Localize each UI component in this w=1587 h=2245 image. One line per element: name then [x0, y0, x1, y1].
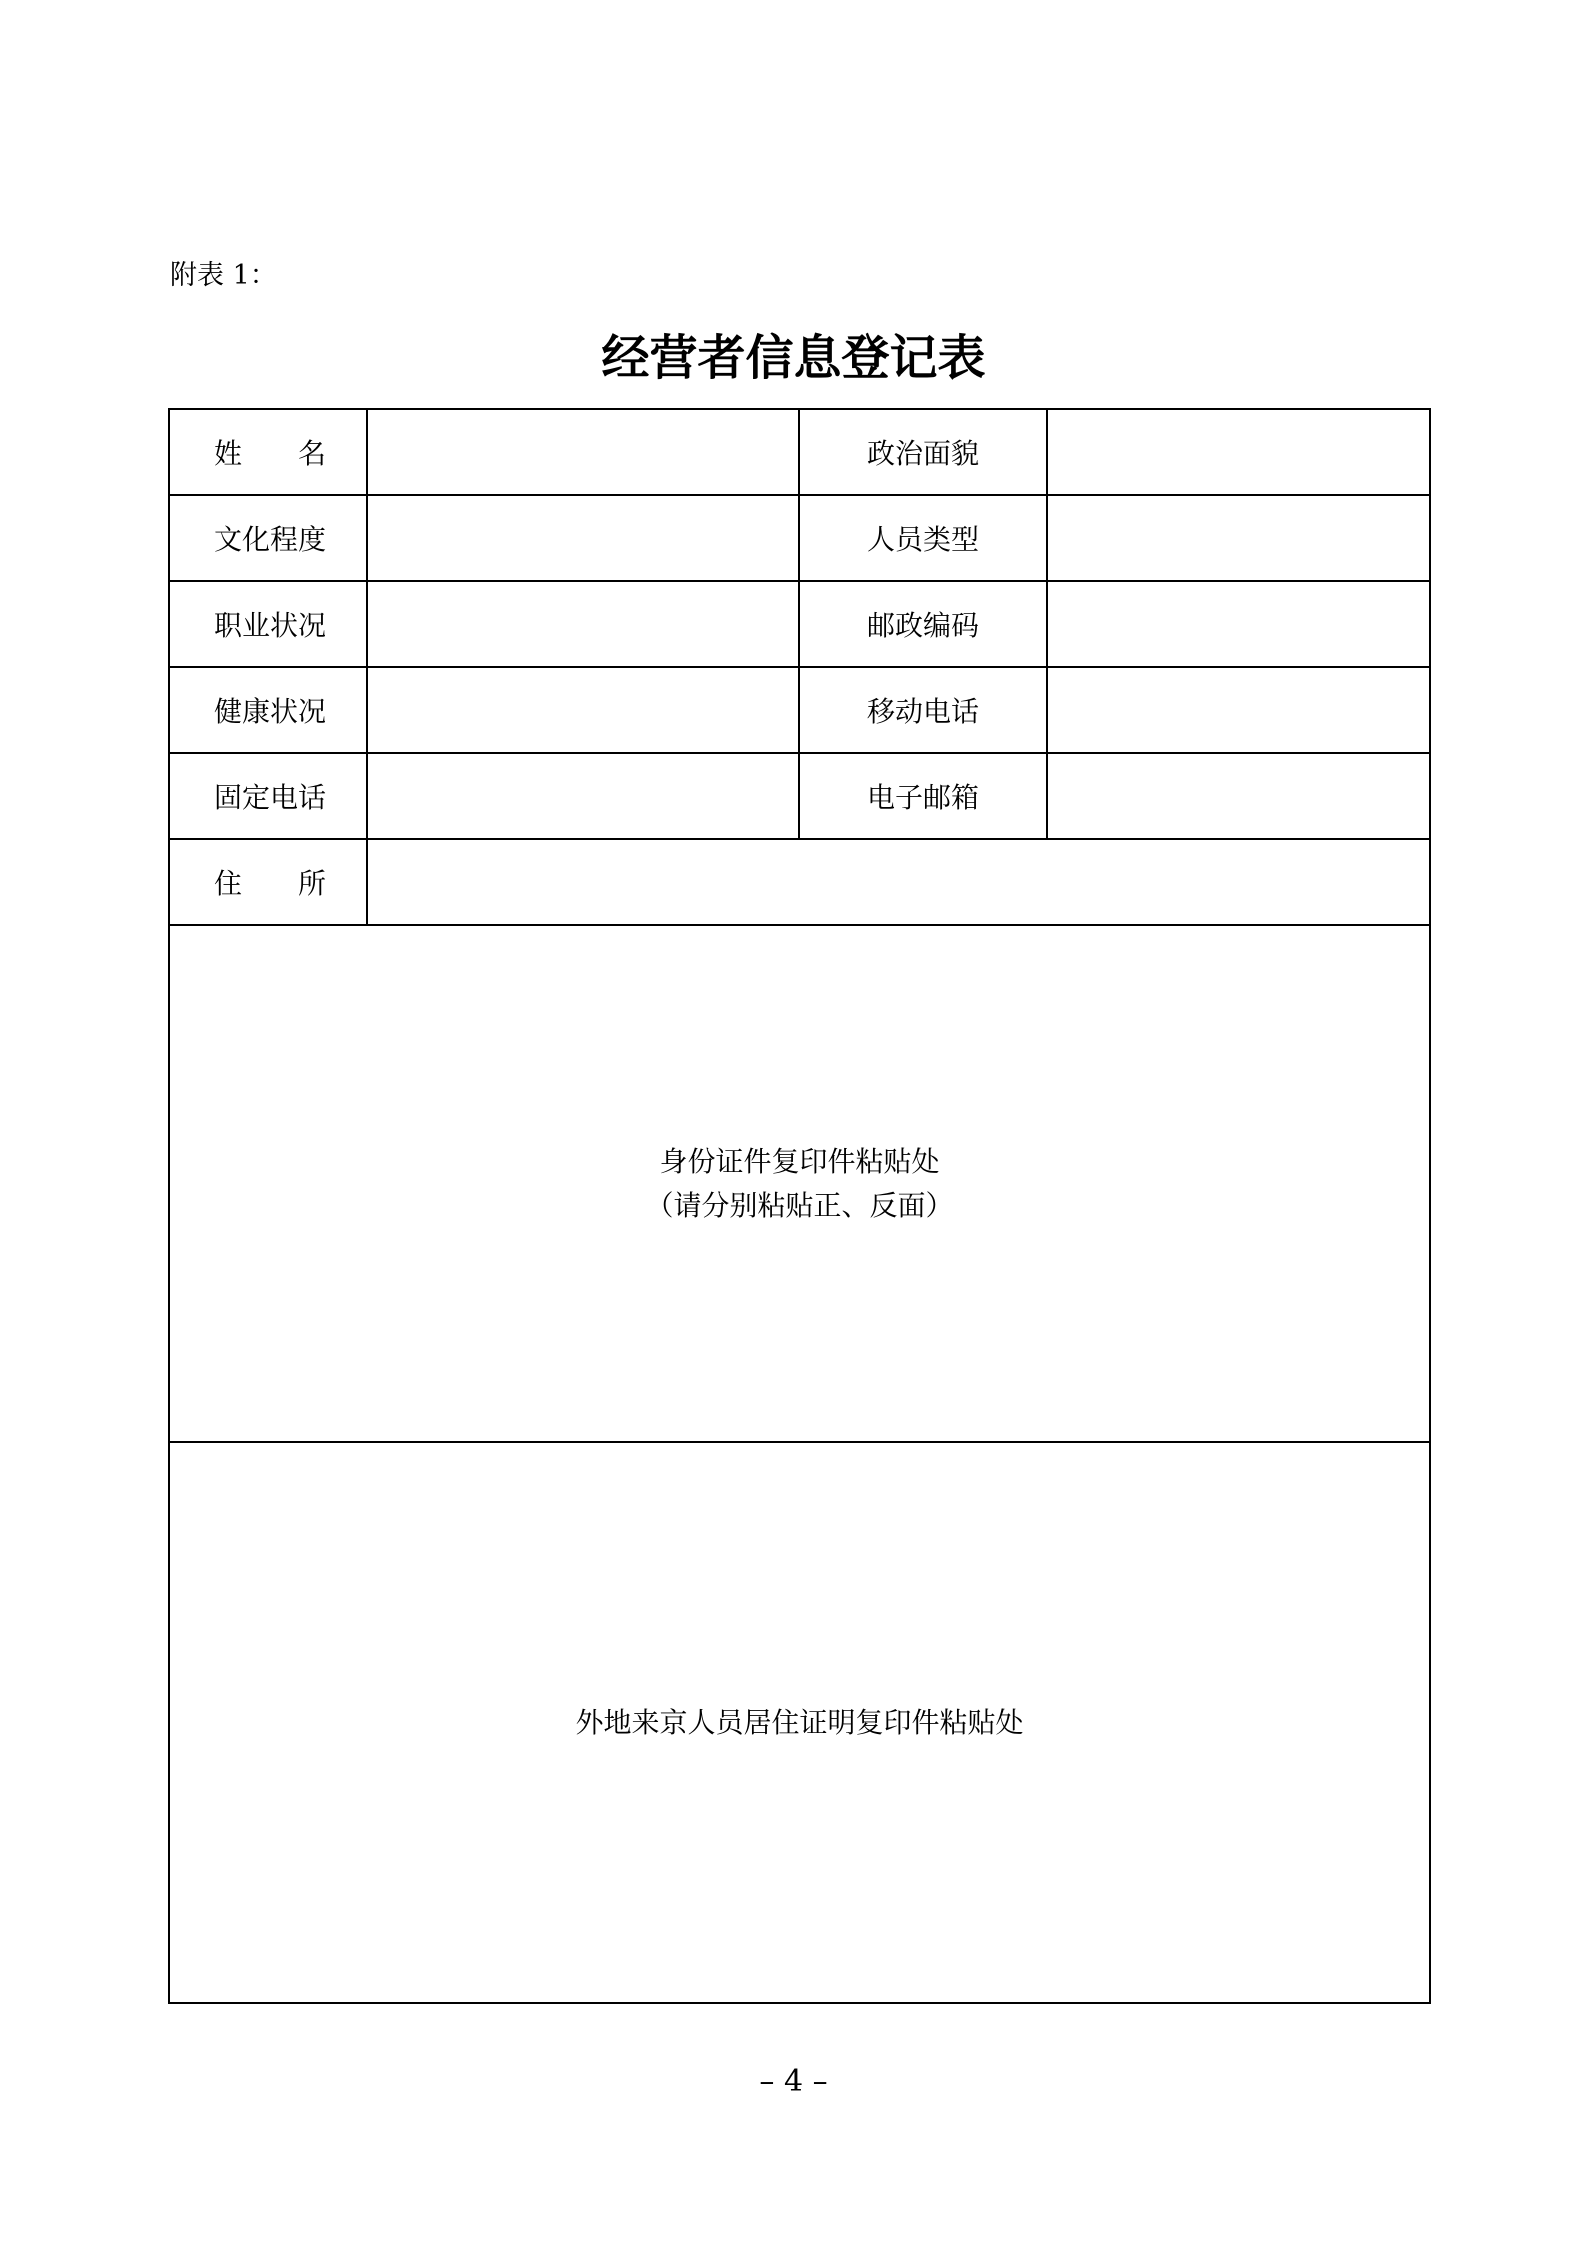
- mobile-phone-label: 移动电话: [799, 667, 1047, 753]
- political-status-label: 政治面貌: [799, 409, 1047, 495]
- email-label: 电子邮箱: [799, 753, 1047, 839]
- table-row: [169, 753, 1430, 839]
- table-row: [169, 409, 1430, 495]
- table-row: [169, 581, 1430, 667]
- table-row: [169, 839, 1430, 925]
- id-paste-note: （请分别粘贴正、反面）: [645, 1188, 954, 1222]
- name-field[interactable]: [367, 409, 799, 495]
- education-field[interactable]: [367, 495, 799, 581]
- personnel-type-label: 人员类型: [799, 495, 1047, 581]
- id-copy-paste-area: [169, 925, 1430, 1442]
- personnel-type-field[interactable]: [1047, 495, 1430, 581]
- residence-proof-paste-area: [169, 1442, 1430, 2003]
- postal-code-label: 邮政编码: [799, 581, 1047, 667]
- occupation-label: 职业状况: [169, 581, 367, 667]
- landline-label: 固定电话: [169, 753, 367, 839]
- table-row: [169, 925, 1430, 1442]
- mobile-phone-field[interactable]: [1047, 667, 1430, 753]
- email-field[interactable]: [1047, 753, 1430, 839]
- health-field[interactable]: [367, 667, 799, 753]
- political-status-field[interactable]: [1047, 409, 1430, 495]
- address-field[interactable]: [367, 839, 1430, 925]
- landline-field[interactable]: [367, 753, 799, 839]
- id-paste-caption: 身份证件复印件粘贴处: [659, 1144, 940, 1178]
- table-row: [169, 495, 1430, 581]
- form-title: 经营者信息登记表: [601, 330, 986, 386]
- table-row: [169, 667, 1430, 753]
- education-label: 文化程度: [169, 495, 367, 581]
- residence-paste-caption: 外地来京人员居住证明复印件粘贴处: [575, 1705, 1024, 1739]
- address-label: 住 所: [169, 839, 367, 925]
- attachment-label: 附表 1：: [170, 260, 277, 291]
- table-row: [169, 1442, 1430, 2003]
- registration-table: [168, 408, 1431, 2004]
- health-label: 健康状况: [169, 667, 367, 753]
- postal-code-field[interactable]: [1047, 581, 1430, 667]
- page-number: – 4 –: [759, 2064, 828, 2099]
- occupation-field[interactable]: [367, 581, 799, 667]
- name-label: 姓 名: [169, 409, 367, 495]
